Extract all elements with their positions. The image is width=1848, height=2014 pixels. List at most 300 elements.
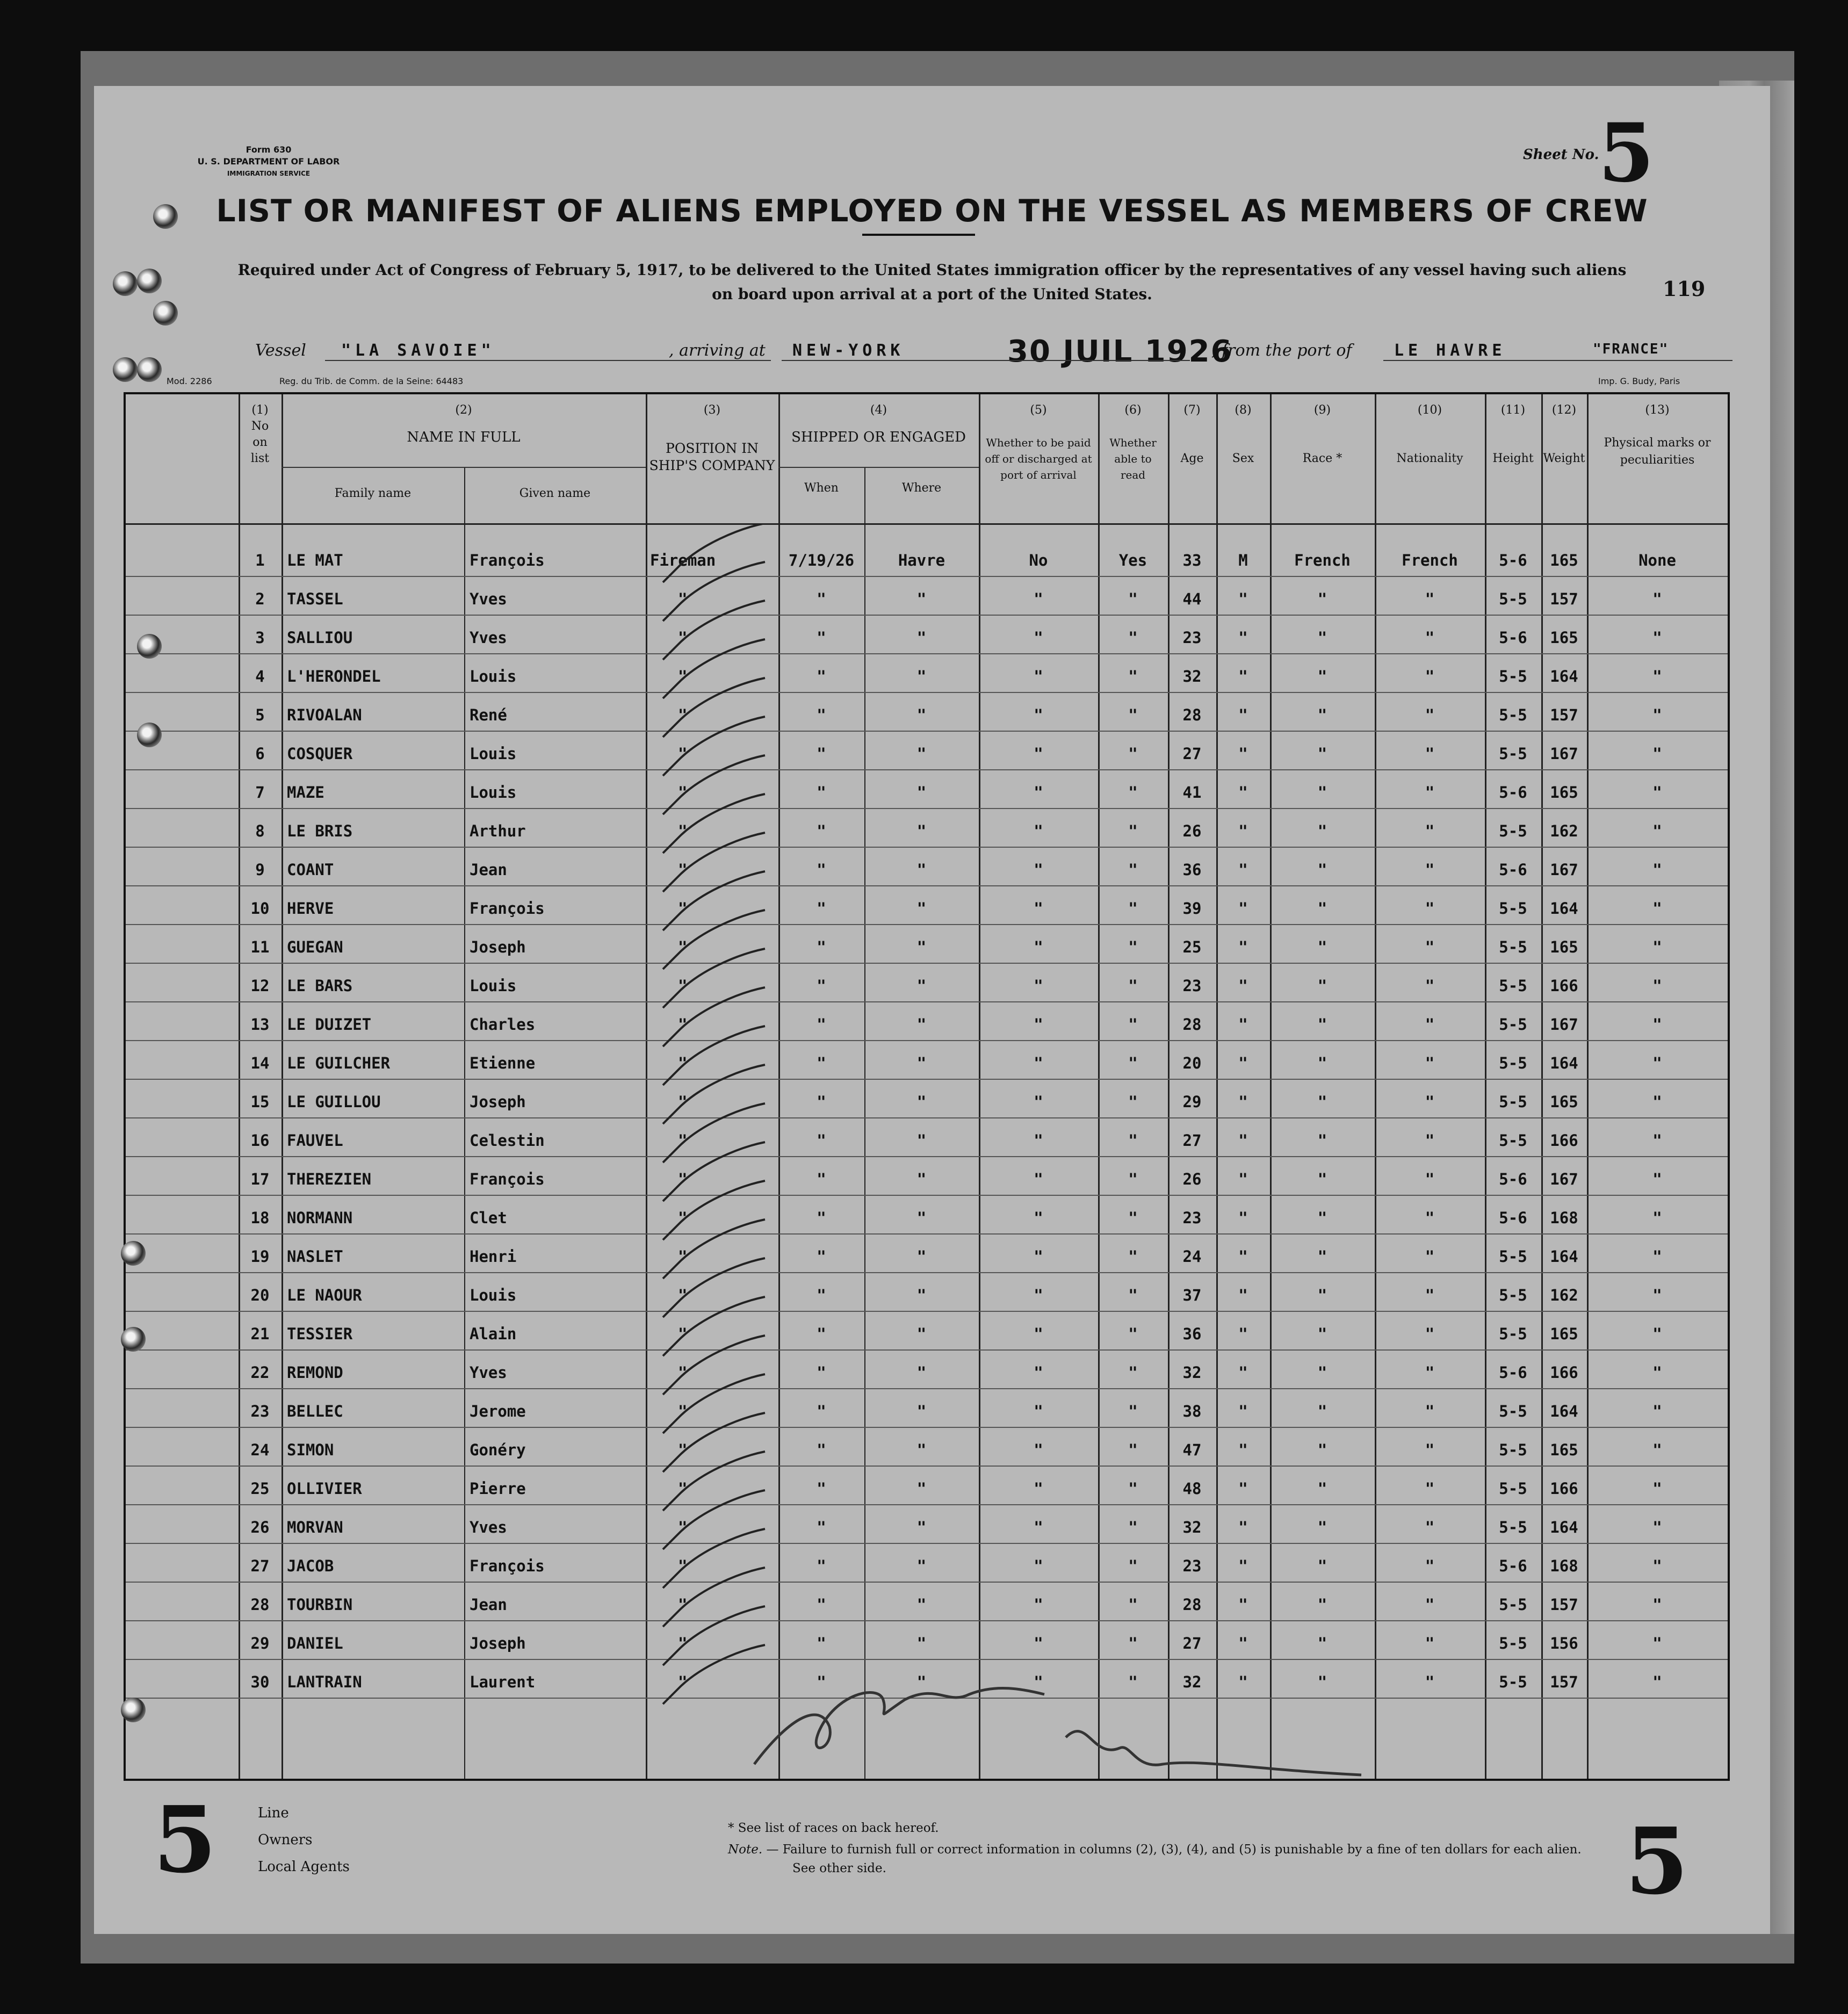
family-name: LE DUIZET — [287, 1015, 372, 1034]
when-header: When — [804, 481, 839, 495]
ditto-mark: " — [1425, 667, 1435, 685]
ditto-mark: " — [1238, 667, 1248, 685]
ditto-mark: " — [1425, 783, 1435, 802]
shipped-where: Havre — [898, 551, 945, 569]
manifest-sheet — [94, 86, 1770, 1934]
age: 28 — [1182, 1596, 1202, 1614]
check-mark — [663, 678, 765, 737]
ditto-mark: " — [1317, 590, 1327, 608]
age: 28 — [1182, 1015, 1202, 1034]
ditto-mark: " — [817, 861, 826, 879]
punch-hole — [137, 357, 162, 382]
ditto-mark: " — [817, 1286, 826, 1304]
ditto-mark: " — [1652, 938, 1662, 956]
ditto-mark: " — [678, 1131, 688, 1150]
weight: 165 — [1550, 1093, 1578, 1111]
row-number: 2 — [255, 590, 265, 608]
age: 27 — [1182, 745, 1202, 763]
ditto-mark: " — [678, 1402, 688, 1420]
ditto-mark: " — [1317, 1363, 1327, 1382]
arrival-port: NEW-YORK — [792, 341, 905, 360]
given-name: François — [470, 1557, 545, 1575]
ditto-mark: " — [1128, 977, 1138, 995]
height: 5-5 — [1499, 1479, 1527, 1498]
given-name: Louis — [470, 745, 517, 763]
ditto-mark: " — [678, 1596, 688, 1614]
ditto-mark: " — [678, 1170, 688, 1188]
ditto-mark: " — [916, 745, 927, 763]
age: 37 — [1182, 1286, 1202, 1304]
col2-number: (2) — [455, 403, 472, 417]
see-other-side: See other side. — [792, 1861, 886, 1875]
check-mark — [663, 1413, 765, 1472]
family-name: BELLEC — [287, 1402, 343, 1420]
row-number: 11 — [250, 938, 270, 956]
arrival-underline — [782, 360, 1190, 361]
weight: 167 — [1550, 1170, 1578, 1188]
ditto-mark: " — [1652, 1054, 1662, 1072]
weight: 166 — [1550, 1363, 1578, 1382]
ditto-mark: " — [817, 1441, 826, 1459]
shipped-subheader-line — [778, 467, 979, 468]
row-rule — [126, 847, 1728, 848]
row-rule — [126, 576, 1728, 577]
punch-hole — [137, 269, 162, 293]
ditto-mark: " — [678, 899, 688, 918]
ditto-mark: " — [817, 1131, 826, 1150]
height: 5-5 — [1499, 1673, 1527, 1691]
ditto-mark: " — [1317, 1093, 1327, 1111]
col11-number: (11) — [1500, 403, 1526, 417]
ditto-mark: " — [916, 938, 927, 956]
check-mark — [663, 1258, 765, 1317]
ditto-mark: " — [678, 822, 688, 840]
height: 5-6 — [1499, 1557, 1527, 1575]
check-mark — [663, 1568, 765, 1627]
weight: 156 — [1550, 1634, 1578, 1652]
row-number: 18 — [250, 1209, 270, 1227]
weight: 167 — [1550, 1015, 1578, 1034]
col8-title: Sex — [1232, 452, 1254, 465]
ditto-mark: " — [678, 706, 688, 724]
ditto-mark: " — [1238, 977, 1248, 995]
ditto-mark: " — [1425, 706, 1435, 724]
ditto-mark: " — [916, 1402, 927, 1420]
row-rule — [126, 731, 1728, 732]
ditto-mark: " — [1128, 745, 1138, 763]
ditto-mark: " — [1317, 977, 1327, 995]
weight: 157 — [1550, 1596, 1578, 1614]
col2-header — [281, 402, 646, 445]
check-mark — [663, 1065, 765, 1124]
ditto-mark: " — [1128, 1634, 1138, 1652]
ditto-mark: " — [1034, 1093, 1043, 1111]
ditto-mark: " — [1034, 1363, 1043, 1382]
note-label: Note. — [728, 1843, 763, 1857]
ditto-mark: " — [1425, 1209, 1435, 1227]
ditto-mark: " — [1238, 822, 1248, 840]
family-name: THEREZIEN — [287, 1170, 372, 1188]
ditto-mark: " — [1034, 783, 1043, 802]
note-text: — Failure to furnish full or correct information in columns (2), (3), (4), and (5) is punishable by a fine of ten dollars for each alien. — [766, 1843, 1582, 1857]
ditto-mark: " — [678, 1479, 688, 1498]
ditto-mark: " — [678, 1325, 688, 1343]
ditto-mark: " — [678, 1054, 688, 1072]
ditto-mark: " — [817, 899, 826, 918]
row-rule — [126, 769, 1728, 770]
given-name: Gonéry — [470, 1441, 526, 1459]
family-name: LE GUILLOU — [287, 1093, 381, 1111]
weight: 165 — [1550, 1325, 1578, 1343]
ditto-mark: " — [916, 899, 927, 918]
ditto-mark: " — [1652, 1015, 1662, 1034]
ditto-mark: " — [1238, 706, 1248, 724]
given-name: Joseph — [470, 938, 526, 956]
races-note: * See list of races on back hereof. — [728, 1821, 939, 1835]
ditto-mark: " — [817, 590, 826, 608]
ditto-mark: " — [1317, 706, 1327, 724]
ditto-mark: " — [1034, 1325, 1043, 1343]
ditto-mark: " — [678, 783, 688, 802]
col1-number: (1) — [251, 403, 269, 417]
given-name: François — [470, 551, 545, 569]
ditto-mark: " — [1652, 1518, 1662, 1536]
height: 5-6 — [1499, 1209, 1527, 1227]
ditto-mark: " — [916, 706, 927, 724]
ditto-mark: " — [1238, 1054, 1248, 1072]
ditto-mark: " — [817, 1363, 826, 1382]
row-rule — [126, 1195, 1728, 1196]
ditto-mark: " — [678, 1093, 688, 1111]
row-rule — [126, 1466, 1728, 1467]
ditto-mark: " — [1238, 629, 1248, 647]
ditto-mark: " — [678, 938, 688, 956]
ditto-mark: " — [916, 1015, 927, 1034]
col9-title: Race * — [1302, 452, 1342, 465]
ditto-mark: " — [817, 1518, 826, 1536]
penalty-note — [728, 1843, 1582, 1857]
departure-underline — [1383, 360, 1732, 361]
age: 41 — [1182, 783, 1202, 802]
age: 23 — [1182, 977, 1202, 995]
age: 20 — [1182, 1054, 1202, 1072]
height: 5-5 — [1499, 1634, 1527, 1652]
ditto-mark: " — [1034, 1131, 1043, 1150]
col13-number: (13) — [1645, 403, 1670, 417]
family-name: MAZE — [287, 783, 324, 802]
ditto-mark: " — [1652, 1634, 1662, 1652]
col10-number: (10) — [1417, 403, 1442, 417]
punch-hole — [121, 1241, 146, 1266]
family-name: LE NAOUR — [287, 1286, 362, 1304]
age: 27 — [1182, 1131, 1202, 1150]
check-mark — [663, 794, 765, 853]
family-name: TASSEL — [287, 590, 343, 608]
row-rule — [126, 615, 1728, 616]
col1-header — [239, 402, 281, 467]
ditto-mark: " — [1317, 1170, 1327, 1188]
ditto-mark: " — [1128, 1247, 1138, 1266]
ditto-mark: " — [1034, 1054, 1043, 1072]
col-divider — [281, 394, 283, 1779]
row-rule — [126, 1040, 1728, 1041]
row-number: 20 — [250, 1286, 270, 1304]
ditto-mark: " — [1128, 1015, 1138, 1034]
row-number: 14 — [250, 1054, 270, 1072]
ditto-mark: " — [1238, 1596, 1248, 1614]
given-name: Jerome — [470, 1402, 526, 1420]
ditto-mark: " — [1128, 1054, 1138, 1072]
row-number: 1 — [255, 551, 265, 569]
height: 5-5 — [1499, 1247, 1527, 1266]
height: 5-5 — [1499, 899, 1527, 918]
age: 32 — [1182, 1673, 1202, 1691]
age: 32 — [1182, 1518, 1202, 1536]
height: 5-6 — [1499, 629, 1527, 647]
ditto-mark: " — [1652, 822, 1662, 840]
ditto-mark: " — [1425, 1479, 1435, 1498]
ditto-mark: " — [1034, 899, 1043, 918]
check-mark — [663, 562, 765, 621]
ditto-mark: " — [916, 1131, 927, 1150]
col12-header — [1541, 402, 1587, 467]
ditto-mark: " — [1238, 1479, 1248, 1498]
ditto-mark: " — [817, 822, 826, 840]
from-port-label: , from the port of — [1211, 341, 1352, 360]
ditto-mark: " — [1317, 1596, 1327, 1614]
row-rule — [126, 1582, 1728, 1583]
ditto-mark: " — [1317, 1673, 1327, 1691]
vessel-name: "LA SAVOIE" — [341, 341, 495, 360]
ditto-mark: " — [1034, 1596, 1043, 1614]
ditto-mark: " — [1034, 822, 1043, 840]
row-number: 4 — [255, 667, 265, 685]
row-number: 26 — [250, 1518, 270, 1536]
row-number: 12 — [250, 977, 270, 995]
row-rule — [126, 1620, 1728, 1621]
family-name: DANIEL — [287, 1634, 343, 1652]
owners-label: Owners — [258, 1832, 313, 1848]
ditto-mark: " — [916, 590, 927, 608]
given-name: Joseph — [470, 1634, 526, 1652]
row-rule — [126, 1079, 1728, 1080]
given-name: Louis — [470, 783, 517, 802]
shipped-when: 7/19/26 — [788, 551, 855, 569]
given-name: Jean — [470, 1596, 507, 1614]
punch-hole — [121, 1698, 146, 1722]
age: 38 — [1182, 1402, 1202, 1420]
given-name: Pierre — [470, 1479, 526, 1498]
ditto-mark: " — [1128, 1131, 1138, 1150]
ditto-mark: " — [678, 629, 688, 647]
ditto-mark: " — [1128, 899, 1138, 918]
ditto-mark: " — [1317, 861, 1327, 879]
ditto-mark: " — [916, 1596, 927, 1614]
ditto-mark: " — [1128, 629, 1138, 647]
ditto-mark: " — [817, 1209, 826, 1227]
age: 48 — [1182, 1479, 1202, 1498]
row-rule — [126, 1349, 1728, 1351]
col5-title: Whether to be paid off or discharged at port of arrival — [985, 436, 1092, 481]
given-name: Jean — [470, 861, 507, 879]
ditto-mark: " — [1425, 1363, 1435, 1382]
weight: 165 — [1550, 783, 1578, 802]
col11-header — [1485, 402, 1541, 467]
ditto-mark: " — [1317, 783, 1327, 802]
ditto-mark: " — [678, 1209, 688, 1227]
ditto-mark: " — [1652, 1673, 1662, 1691]
position: Fireman — [650, 551, 716, 569]
age: 24 — [1182, 1247, 1202, 1266]
ditto-mark: " — [1128, 938, 1138, 956]
ditto-mark: " — [1034, 977, 1043, 995]
col4-title: SHIPPED OR ENGAGED — [791, 429, 966, 445]
ditto-mark: " — [1034, 1518, 1043, 1536]
row-rule — [126, 653, 1728, 654]
ditto-mark: " — [1128, 667, 1138, 685]
ditto-mark: " — [1317, 1518, 1327, 1536]
local-agents-label: Local Agents — [258, 1859, 350, 1875]
given-name: Charles — [470, 1015, 536, 1034]
row-number: 27 — [250, 1557, 270, 1575]
ditto-mark: " — [1652, 745, 1662, 763]
weight: 165 — [1550, 629, 1578, 647]
height: 5-6 — [1499, 861, 1527, 879]
weight: 157 — [1550, 590, 1578, 608]
weight: 164 — [1550, 667, 1578, 685]
ditto-mark: " — [1238, 745, 1248, 763]
given-name: Yves — [470, 1363, 507, 1382]
row-number: 9 — [255, 861, 265, 879]
ditto-mark: " — [1128, 1557, 1138, 1575]
ditto-mark: " — [1128, 1441, 1138, 1459]
family-name: GUEGAN — [287, 938, 343, 956]
ditto-mark: " — [1652, 1402, 1662, 1420]
weight: 167 — [1550, 745, 1578, 763]
ditto-mark: " — [817, 1673, 826, 1691]
ditto-mark: " — [1652, 783, 1662, 802]
col12-title: Weight — [1543, 452, 1585, 465]
ditto-mark: " — [1238, 1557, 1248, 1575]
age: 39 — [1182, 899, 1202, 918]
age: 23 — [1182, 1209, 1202, 1227]
ditto-mark: " — [1317, 1479, 1327, 1498]
col6-title: Whether able to read — [1109, 436, 1157, 481]
race: French — [1294, 551, 1351, 569]
ditto-mark: " — [1034, 667, 1043, 685]
mod-number: Mod. 2286 — [167, 376, 212, 386]
col3-title: POSITION IN SHIP'S COMPANY — [649, 441, 775, 473]
family-name: NASLET — [287, 1247, 343, 1266]
ditto-mark: " — [1238, 899, 1248, 918]
ditto-mark: " — [817, 1170, 826, 1188]
col10-header — [1375, 402, 1485, 467]
family-name: SALLIOU — [287, 629, 353, 647]
ditto-mark: " — [1425, 1170, 1435, 1188]
col8-header — [1216, 402, 1270, 467]
ditto-mark: " — [1425, 590, 1435, 608]
ditto-mark: " — [1034, 1634, 1043, 1652]
ditto-mark: " — [817, 1634, 826, 1652]
printer-note: Imp. G. Budy, Paris — [1598, 376, 1680, 386]
check-mark — [663, 871, 765, 930]
ditto-mark: " — [916, 977, 927, 995]
height: 5-5 — [1499, 977, 1527, 995]
ditto-mark: " — [1238, 1209, 1248, 1227]
row-number: 5 — [255, 706, 265, 724]
col3-header — [646, 402, 778, 474]
weight: 164 — [1550, 899, 1578, 918]
height: 5-5 — [1499, 1131, 1527, 1150]
ditto-mark: " — [1317, 1209, 1327, 1227]
ditto-mark: " — [1238, 861, 1248, 879]
col9-header — [1270, 402, 1375, 467]
ditto-mark: " — [1238, 1363, 1248, 1382]
ditto-mark: " — [1128, 1093, 1138, 1111]
ditto-mark: " — [678, 861, 688, 879]
ditto-mark: " — [1317, 629, 1327, 647]
row-number: 7 — [255, 783, 265, 802]
ditto-mark: " — [1128, 1596, 1138, 1614]
ditto-mark: " — [817, 938, 826, 956]
given-name-header: Given name — [519, 487, 591, 500]
given-name: Louis — [470, 1286, 517, 1304]
col8-number: (8) — [1235, 403, 1252, 417]
age: 36 — [1182, 1325, 1202, 1343]
given-name: Alain — [470, 1325, 517, 1343]
height: 5-5 — [1499, 706, 1527, 724]
ditto-mark: " — [1317, 1325, 1327, 1343]
ditto-mark: " — [1238, 1131, 1248, 1150]
height: 5-6 — [1499, 1363, 1527, 1382]
title-underline — [862, 234, 975, 236]
ditto-mark: " — [1034, 590, 1043, 608]
ditto-mark: " — [916, 1054, 927, 1072]
ditto-mark: " — [1034, 861, 1043, 879]
age: 26 — [1182, 1170, 1202, 1188]
check-mark — [663, 1490, 765, 1549]
ditto-mark: " — [1652, 1170, 1662, 1188]
family-name: L'HERONDEL — [287, 667, 381, 685]
given-name: Celestin — [470, 1131, 545, 1150]
sex: M — [1238, 551, 1248, 569]
col6-number: (6) — [1124, 403, 1142, 417]
ditto-mark: " — [1317, 1131, 1327, 1150]
family-name: OLLIVIER — [287, 1479, 362, 1498]
ditto-mark: " — [1425, 1596, 1435, 1614]
height: 5-5 — [1499, 745, 1527, 763]
ditto-mark: " — [1238, 1441, 1248, 1459]
height: 5-5 — [1499, 1441, 1527, 1459]
ditto-mark: " — [916, 1634, 927, 1652]
ditto-mark: " — [916, 822, 927, 840]
ditto-mark: " — [678, 1363, 688, 1382]
ditto-mark: " — [1425, 1325, 1435, 1343]
height: 5-6 — [1499, 551, 1527, 569]
punch-hole — [137, 634, 162, 659]
ditto-mark: " — [817, 1015, 826, 1034]
ditto-mark: " — [1238, 590, 1248, 608]
signature — [743, 1635, 1388, 1780]
ditto-mark: " — [817, 667, 826, 685]
ditto-mark: " — [1652, 629, 1662, 647]
able-to-read: Yes — [1118, 551, 1147, 569]
ditto-mark: " — [817, 783, 826, 802]
age: 26 — [1182, 822, 1202, 840]
departure-port: LE HAVRE — [1394, 341, 1506, 360]
ditto-mark: " — [1425, 745, 1435, 763]
col9-number: (9) — [1313, 403, 1331, 417]
